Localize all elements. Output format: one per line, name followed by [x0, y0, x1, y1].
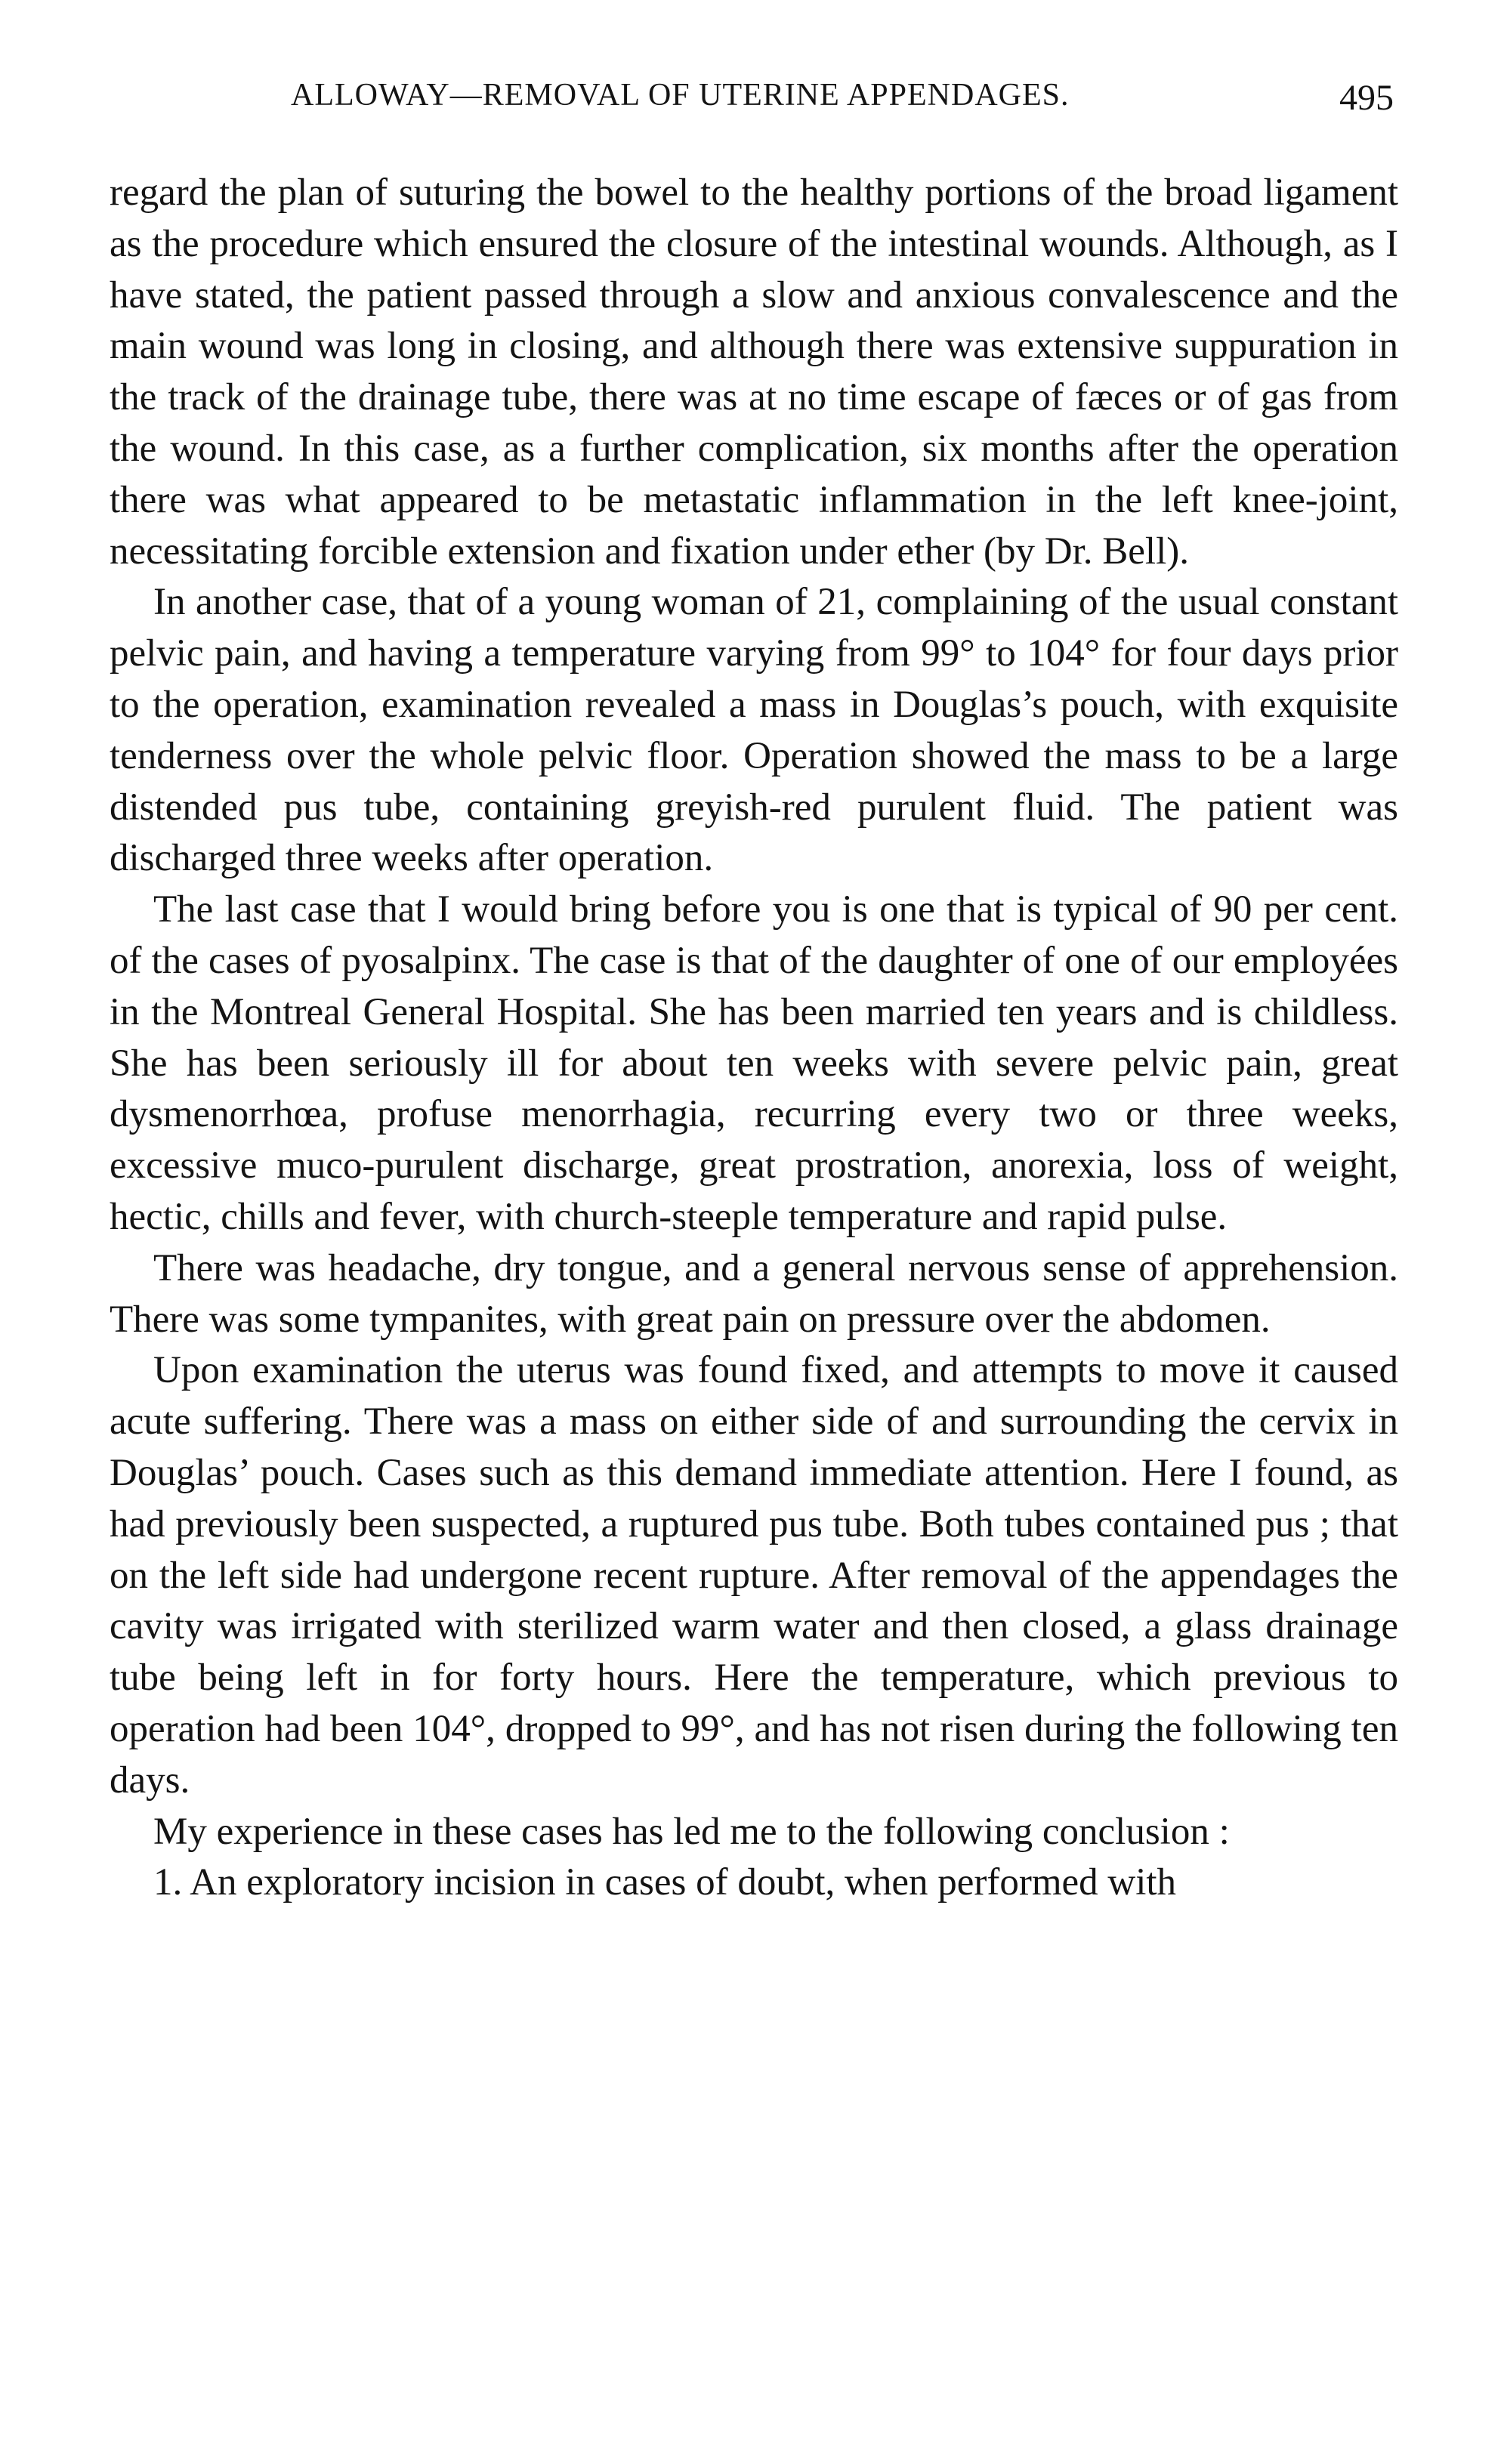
- paragraph-examination: Upon examination the uterus was found fixed, and attempts to move it caused acute suffering. There was a mass on either side of and surrounding the cervix in Douglas’ pouch. Cases such as this demand immediate attention. Here I found, as had previously been suspected, a ruptured pus tube. Both tubes contained pus ; that on the left side had undergone recent rupture. After removal of the appendages the cavity was irrigated with sterilized warm water and then closed, a glass drainage tube being left in for forty hours. Here the temperature, which previous to operation had been 104°, dropped to 99°, and has not risen during the following ten days.: [110, 1349, 1398, 1802]
- paragraph-last-case: The last case that I would bring before you is one that is typical of 90 per cent. of the cases of pyosalpinx. The case is that of the daughter of one of our employées in the Montreal General Hospital. She has been married ten years and is childless. She has been seriously ill for about ten weeks with severe pelvic pain, great dysmenorrhœa, profuse menorrhagia, recurring every two or three weeks, excessive muco-purulent discharge, great prostration, anorexia, loss of weight, hectic, chills and fever, with church-steeple temperature and rapid pulse.: [110, 888, 1398, 1238]
- paragraph-second-case: In another case, that of a young woman of 21, complaining of the usual constant pelvic pain, and having a temperature varying from 99° to 104° for four days prior to the operation, examination revealed a mass in Douglas’s pouch, with exquisite tenderness over the whole pelvic floor. Operation showed the mass to be a large distended pus tube, containing greyish-red purulent fluid. The patient was discharged three weeks after operation.: [110, 581, 1398, 880]
- running-title: ALLOWAY—REMOVAL OF UTERINE APPENDAGES.: [291, 78, 1070, 113]
- paragraph-continuation: regard the plan of suturing the bowel to the healthy portions of the broad ligament as the procedure which ensured the closure of the intestinal wounds. Although, as I have stated, the patient passed through a slow and anxious convalescence and the main wound was long in closing, and although there was extensive suppuration in the track of the drainage tube, there was at no time escape of fæces or of gas from the wound. In this case, as a further complication, six months after the operation there was what appeared to be metastatic inflammation in the left knee-joint, necessitating forcible extension and fixation under ether (by Dr. Bell).: [110, 171, 1398, 573]
- running-head: [110, 77, 1394, 125]
- paragraph-conclusion-intro: My experience in these cases has led me to the following conclusion :: [153, 1810, 1230, 1853]
- conclusion-item-1: 1. An exploratory incision in cases of doubt, when performed with: [153, 1861, 1177, 1904]
- page-number: 495: [1339, 78, 1394, 118]
- paragraph-symptoms: There was headache, dry tongue, and a general nervous sense of apprehension. There was some tympanites, with great pain on pressure over the abdomen.: [110, 1246, 1398, 1341]
- article-body: [110, 168, 1398, 1909]
